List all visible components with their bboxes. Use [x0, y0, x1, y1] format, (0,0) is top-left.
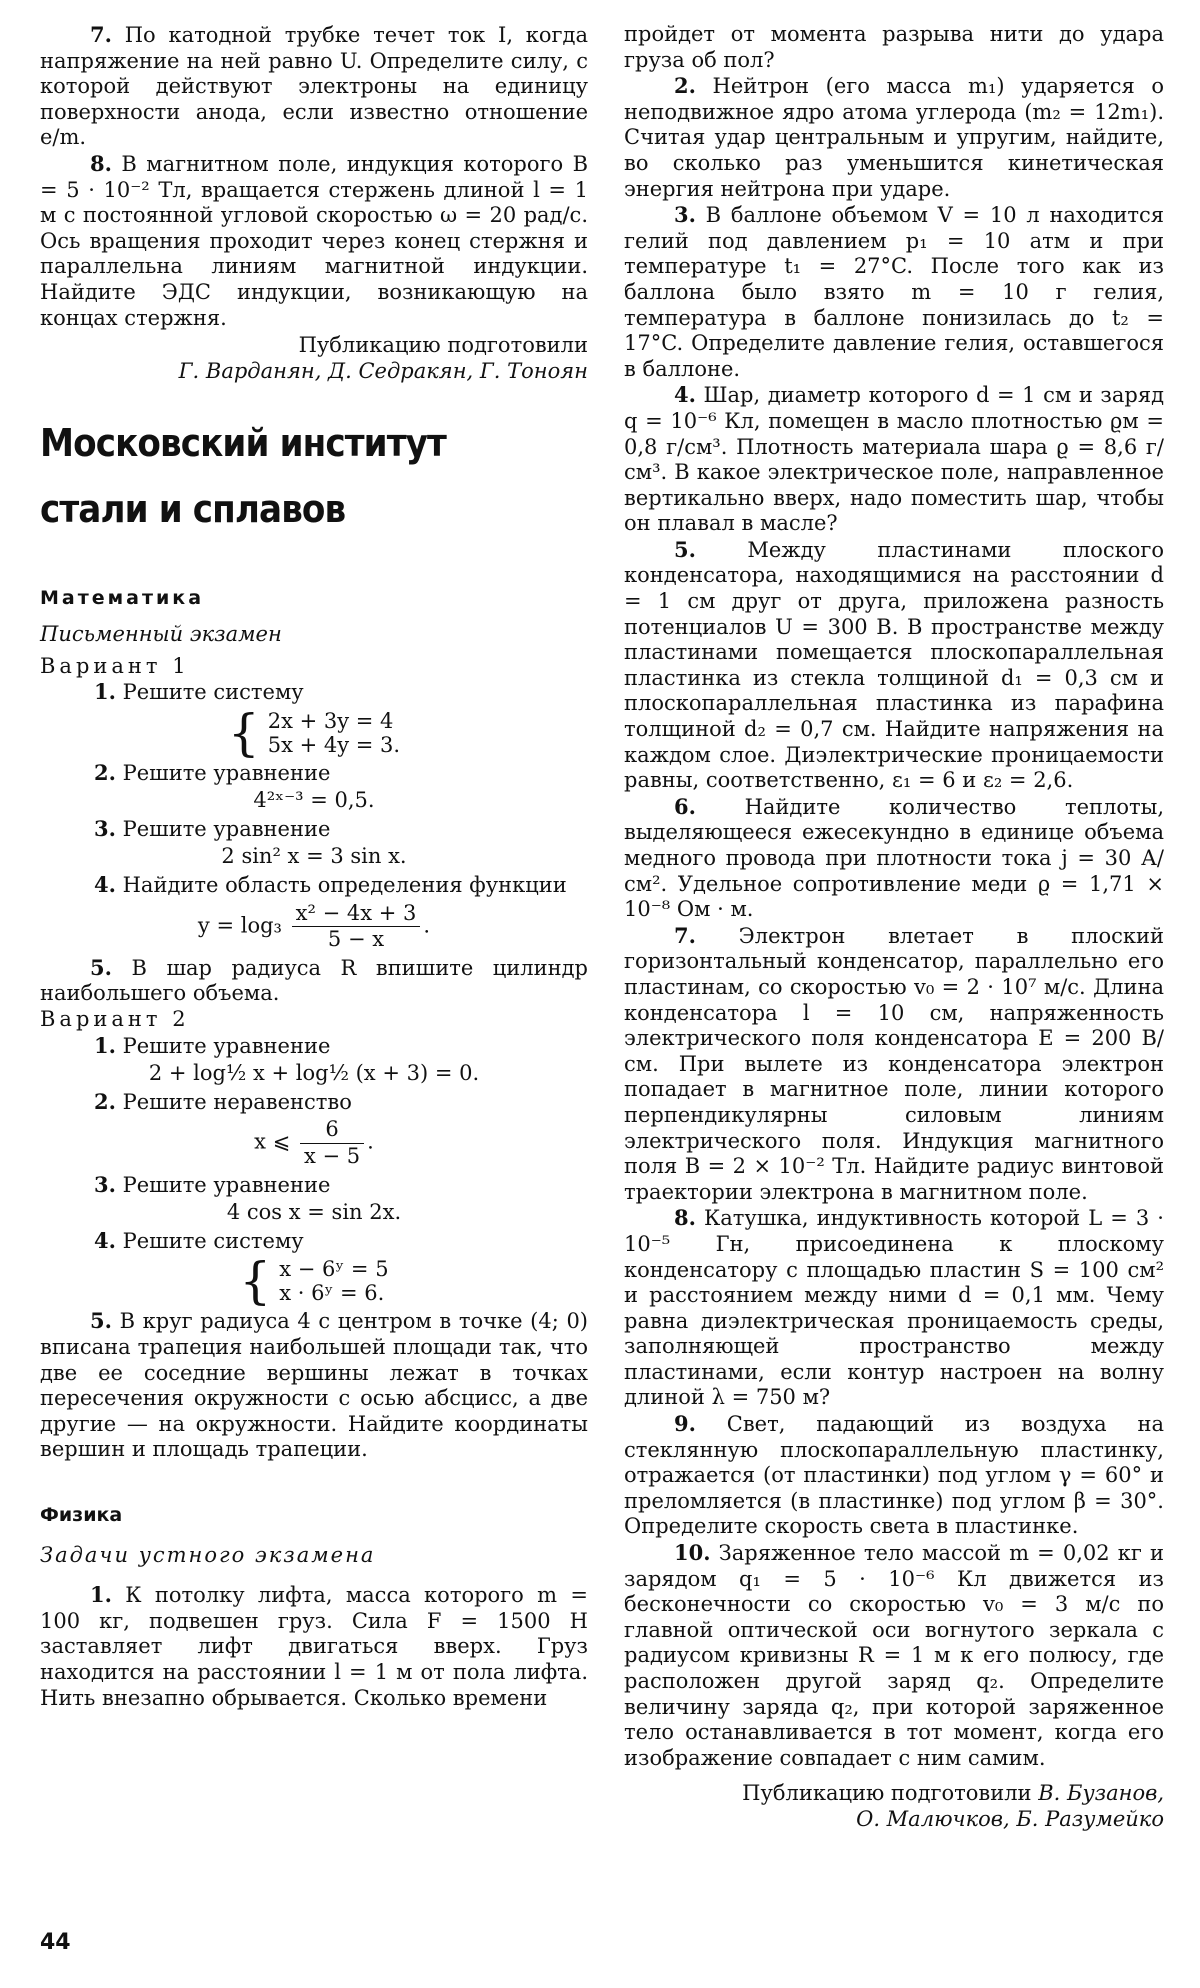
brace-icon: {: [239, 1252, 272, 1311]
exam-type: Задачи устного экзамена: [40, 1542, 376, 1567]
problem-item: 5. В шар радиуса R впишите цилиндр наибольшего объема.: [40, 954, 588, 1006]
formula: { 2x + 3y = 4 5x + 4y = 3.: [227, 703, 401, 762]
problem-item: 6. Найдите количество теплоты, выделяющееся ежесекундно в единице объема медного провода при плотности тока j = 30 А/см². Удельное сопротивление меди ϱ = 1,71 × 10⁻⁸ Ом · м.: [624, 793, 1164, 922]
problem-item: 3. Решите уравнение: [94, 1171, 331, 1197]
formula: { x − 6ʸ = 5 x · 6ʸ = 6.: [239, 1252, 389, 1311]
math-heading: Математика: [40, 587, 205, 610]
left-column: [40, 22, 588, 1711]
problem-item: 2. Решите уравнение: [94, 759, 331, 785]
problem-item: 3. Решите уравнение: [94, 815, 331, 841]
problem-item: 1. Решите уравнение: [94, 1032, 331, 1058]
problem-item: 3. В баллоне объемом V = 10 л находится гелий под давлением p₁ = 10 атм и при температуре t₁ = 27°C. После того как из баллона было взято m = 10 г гелия, температура в баллоне понизилась до t₂ = 17°C. Определите давление гелия, оставшегося в баллоне.: [624, 202, 1164, 381]
institute-title: Московский институт стали и сплавов: [40, 421, 446, 532]
formula: 2 sin² x = 3 sin x.: [221, 844, 407, 869]
problem-item: 8. В магнитном поле, индукция которого B = 5 · 10⁻² Тл, вращается стержень длиной l = 1 м с постоянной угловой скоростью ω = 20 рад/с. Ось вращения проходит через конец стержня и параллельна линиям магнитной индукции. Найдите ЭДС индукции, возникающую на концах стержня.: [40, 150, 588, 330]
problem-item: 10. Заряженное тело массой m = 0,02 кг и зарядом q₁ = 5 · 10⁻⁶ Кл движется из бесконечности со скоростью v₀ = 3 м/с по главной оптической оси вогнутого зеркала с радиусом кривизны R = 1 м к его полюсу, где расположен другой заряд q₂. Определите величину заряда q₂, при которой заряженное тело останавливается в тот момент, когда его изображение совпадает с ним самим.: [624, 1540, 1164, 1770]
formula: 2 + log½ x + log½ (x + 3) = 0.: [148, 1061, 480, 1086]
problem-item: 7. Электрон влетает в плоский горизонтальный конденсатор, параллельно его пластинам, со скоростью v₀ = 2 · 10⁷ м/с. Длина конденсатора l = 10 см, напряженность электрического поля конденсатора E = 200 В/см. При вылете из конденсатора электрон попадает в магнитное поле, линии которого перпендикулярны силовым линиям электрического поля. Индукция магнитного поля B = 2 × 10⁻² Тл. Найдите радиус винтовой траектории электрона в магнитном поле.: [624, 922, 1164, 1204]
problem-item: 7. По катодной трубке течет ток I, когда напряжение на ней равно U. Определите силу, с которой действуют электроны на единицу поверхности анода, если известно отношение e/m.: [40, 22, 588, 150]
problem-item: 9. Свет, падающий из воздуха на стеклянную плоскопараллельную пластинку, отражается (от пластинки) под углом γ = 60° и преломляется (в пластинке) под углом β = 30°. Определите скорость света в пластинке.: [624, 1411, 1164, 1539]
credit-line: Публикацию подготовили Г. Варданян, Д. Седракян, Г. Тоноян: [178, 333, 588, 383]
right-column: [624, 22, 1164, 1833]
brace-icon: {: [227, 703, 260, 762]
credit-line: Публикацию подготовили В. Бузанов, О. Малючков, Б. Разумейко: [742, 1781, 1164, 1831]
problem-item: 4. Решите систему: [94, 1227, 304, 1253]
problem-item: 2. Решите неравенство: [94, 1088, 352, 1114]
exam-type: Письменный экзамен: [40, 621, 282, 646]
variant-1-heading: Вариант 1: [40, 653, 190, 678]
formula: 4²ˣ⁻³ = 0,5.: [253, 788, 375, 813]
problem-item: 5. Между пластинами плоского конденсатора, находящимися на расстоянии d = 1 см друг от друга, приложена разность потенциалов U = 300 В. В пространстве между пластинами помещается плоскопараллельная пластинка из стекла толщиной d₁ = 0,3 см и плоскопараллельная пластинка из парафина толщиной d₂ = 0,7 см. Найдите напряжения на каждом слое. Диэлектрические проницаемости равны, соответственно, ε₁ = 6 и ε₂ = 2,6.: [624, 536, 1164, 793]
formula: x ⩽ $\frac{6}{x - 5}$ .: [254, 1117, 374, 1168]
problem-item: 4. Шар, диаметр которого d = 1 см и заряд q = 10⁻⁶ Кл, помещен в масло плотностью ϱм = 0,8 г/см³. Плотность материала шара ϱ = 8,6 г/см³. В какое электрическое поле, направленное вертикально вверх, надо поместить шар, чтобы он плавал в масле?: [624, 382, 1164, 536]
physics-heading: Физика: [40, 1503, 123, 1526]
page-number: 44: [40, 1930, 71, 1955]
problem-item: 5. В круг радиуса 4 с центром в точке (4; 0) вписана трапеция наибольшей площади так, что две ее соседние вершины лежат в точках пересечения окружности с осью абсцисс, а две другие — на окружности. Найдите координаты вершин и площадь трапеции.: [40, 1308, 588, 1462]
problem-item: 4. Найдите область определения функции: [94, 872, 567, 898]
formula: y = log₃ $\frac{\text{x² − 4x + 3}}{5 - x}$ .: [197, 900, 431, 952]
problem-item: 2. Нейтрон (его масса m₁) ударяется о неподвижное ядро атома углерода (m₂ = 12m₁). Считая удар центральным и упругим, найдите, во сколько раз уменьшится кинетическая энергия нейтрона при ударе.: [624, 73, 1164, 201]
problem-item: 1. Решите систему: [94, 679, 304, 705]
problem-item: 1. К потолку лифта, масса которого m = 100 кг, подвешен груз. Сила F = 1500 Н заставляет лифт двигаться вверх. Груз находится на расстоянии l = 1 м от пола лифта. Нить внезапно обрывается. Сколько времени: [40, 1582, 588, 1710]
variant-2-heading: Вариант 2: [40, 1007, 190, 1032]
problem-continuation: пройдет от момента разрыва нити до удара груза об пол?: [624, 22, 1164, 72]
formula: 4 cos x = sin 2x.: [226, 1200, 402, 1225]
problem-item: 8. Катушка, индуктивность которой L = 3 · 10⁻⁵ Гн, присоединена к плоскому конденсатору с площадью пластин S = 100 см² и расстоянием между ними d = 0,1 мм. Чему равна диэлектрическая проницаемость среды, заполняющей пространство между пластинами, если контур настроен на волну длиной λ = 750 м?: [624, 1205, 1164, 1410]
